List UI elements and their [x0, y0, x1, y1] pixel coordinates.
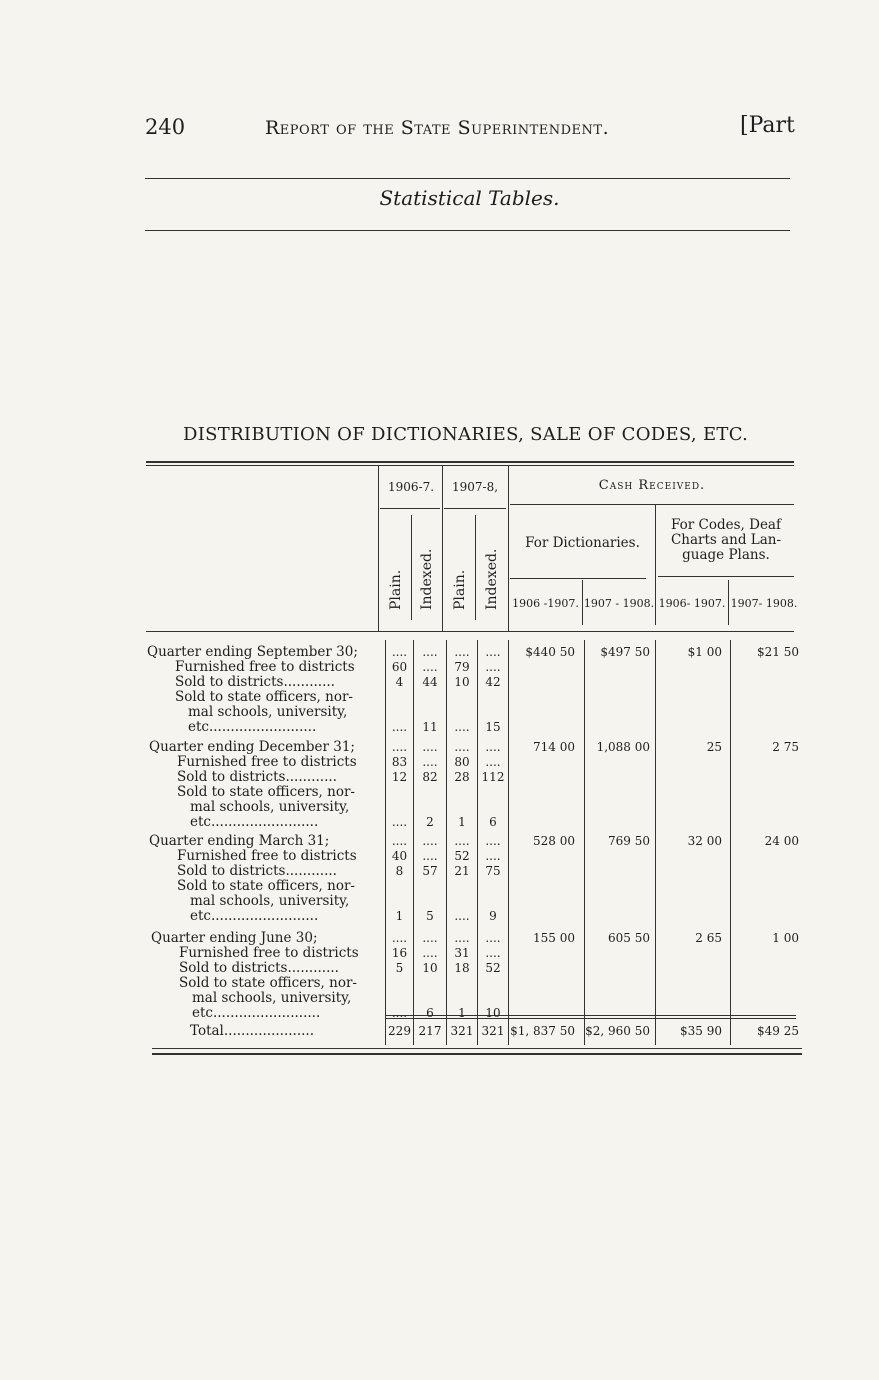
codes-underline	[658, 576, 794, 577]
row-label: Sold to districts............	[179, 960, 339, 976]
cell-value: 18	[454, 961, 470, 975]
row-label: Sold to state officers, nor-	[177, 784, 355, 800]
cell-value: ....	[422, 755, 438, 769]
cell-value: ....	[391, 645, 408, 659]
row-label: Sold to districts............	[175, 674, 335, 690]
cash-value: 2 65	[695, 931, 722, 945]
cell-value: ....	[422, 849, 438, 863]
cell-value: 52	[485, 961, 501, 975]
cell-value: 9	[489, 909, 497, 923]
row-label: mal schools, university,	[188, 704, 348, 720]
cell-value: 21	[454, 864, 470, 878]
row-label: Sold to districts............	[177, 863, 337, 879]
cash-value: 24 00	[764, 834, 799, 848]
running-title: Report of the State Superintendent.	[265, 117, 610, 139]
table-bottom-rule-thin	[152, 1048, 802, 1049]
row-label: etc.........................	[190, 908, 319, 924]
table-title: DISTRIBUTION OF DICTIONARIES, SALE OF CODES, ETC.	[183, 424, 749, 445]
col-divider-year	[442, 466, 443, 632]
cell-value: 83	[391, 755, 408, 769]
cell-value: 12	[391, 770, 408, 784]
row-label: Sold to state officers, nor-	[179, 975, 357, 991]
cash-received-heading: Cash Received.	[598, 478, 706, 493]
cash-year-dict-1: 1906 -1907.	[512, 597, 579, 610]
cell-value: 6	[426, 1006, 434, 1020]
total-cell: 217	[418, 1024, 442, 1038]
year1-underline	[380, 508, 440, 509]
for-codes-heading	[656, 518, 796, 563]
table-bottom-rule	[152, 1053, 802, 1055]
cell-value: 4	[395, 675, 404, 689]
col-divider-y2	[475, 515, 476, 620]
cash-year-dict-2: 1907 - 1908.	[583, 597, 655, 610]
for-codes-line-3: guage Plans.	[682, 547, 770, 563]
cash-value: 769 50	[608, 834, 650, 848]
cell-value: ....	[485, 849, 501, 863]
cell-value: ....	[422, 834, 438, 848]
for-codes-line-1: For Codes, Deaf	[671, 517, 781, 533]
cell-value: 31	[454, 946, 470, 960]
row-label: mal schools, university,	[190, 799, 350, 815]
total-cell: 321	[481, 1024, 505, 1038]
cell-value: 1	[458, 815, 466, 829]
total-cash: $35 90	[680, 1024, 722, 1038]
table-top-rule-thin	[146, 465, 794, 466]
cell-value: ....	[422, 660, 438, 674]
total-cash: $49 25	[757, 1024, 799, 1038]
quarter-heading: Quarter ending March 31;	[149, 833, 330, 849]
for-codes-line-2: Charts and Lan-	[670, 532, 782, 548]
cell-value: 15	[485, 720, 501, 734]
cash-value: 714 00	[533, 740, 575, 754]
cell-value: 40	[391, 849, 408, 863]
cell-value: ....	[485, 834, 501, 848]
total-cell: 229	[388, 1024, 411, 1038]
row-label: Sold to state officers, nor-	[177, 878, 355, 894]
cash-value: 155 00	[533, 931, 575, 945]
cell-value: 82	[422, 770, 438, 784]
row-label: Furnished free to districts	[179, 945, 359, 961]
cell-value: 42	[485, 675, 501, 689]
total-label: Total.....................	[190, 1023, 314, 1039]
row-label: etc.........................	[188, 719, 317, 735]
cell-value: ....	[454, 931, 470, 945]
cash-value: 25	[706, 740, 722, 754]
row-label: mal schools, university,	[190, 893, 350, 909]
cell-value: 52	[454, 849, 470, 863]
cell-value: 75	[485, 864, 501, 878]
year2-heading: 1907-8,	[451, 480, 499, 494]
dict-underline	[510, 578, 646, 579]
cell-value: 112	[481, 770, 505, 784]
header-rule-top	[145, 178, 790, 179]
cell-value: 10	[485, 1006, 501, 1020]
cell-value: ....	[454, 909, 470, 923]
cell-value: 28	[454, 770, 470, 784]
total-cash: $2, 960 50	[585, 1024, 650, 1038]
cash-value: $21 50	[757, 645, 799, 659]
part-marker: [Part	[740, 113, 795, 138]
cell-value: ....	[422, 645, 438, 659]
quarter-heading: Quarter ending June 30;	[151, 930, 318, 946]
cash-value: 1 00	[772, 931, 799, 945]
cell-value: 11	[422, 720, 438, 734]
row-label: Furnished free to districts	[175, 659, 355, 675]
cell-value: ....	[485, 931, 501, 945]
cash-value: $1 00	[687, 645, 722, 659]
cell-value: 80	[454, 755, 470, 769]
cell-value: 8	[395, 864, 404, 878]
plain-heading-y1: Plain.	[388, 569, 404, 610]
row-label: etc.........................	[190, 814, 319, 830]
total-cell: 321	[450, 1024, 474, 1038]
cell-value: 5	[395, 961, 404, 975]
cash-value: 605 50	[608, 931, 650, 945]
cash-value: $497 50	[600, 645, 650, 659]
cell-value: ....	[485, 740, 501, 754]
section-subtitle: Statistical Tables.	[379, 186, 560, 210]
cash-value: 1,088 00	[596, 740, 650, 754]
cell-value: 6	[489, 815, 497, 829]
cash-underline	[510, 504, 794, 505]
header-bottom-rule	[146, 631, 794, 632]
cash-value: 528 00	[533, 834, 575, 848]
quarter-heading: Quarter ending September 30;	[147, 644, 358, 660]
cell-value: ....	[422, 946, 438, 960]
cash-year-codes-2: 1907- 1908.	[730, 597, 798, 610]
total-cash: $1, 837 50	[510, 1024, 575, 1038]
cash-value: 32 00	[687, 834, 722, 848]
cell-value: ....	[391, 1006, 408, 1020]
cell-value: 10	[454, 675, 470, 689]
cash-value: 2 75	[772, 740, 799, 754]
cell-value: ....	[485, 660, 501, 674]
cell-value: 44	[422, 675, 438, 689]
cell-value: ....	[485, 645, 501, 659]
row-label: Furnished free to districts	[177, 754, 357, 770]
cell-value: ....	[391, 720, 408, 734]
plain-heading-y2: Plain.	[452, 569, 468, 610]
cell-value: 79	[454, 660, 470, 674]
cash-value: $440 50	[525, 645, 575, 659]
cell-value: 1	[395, 909, 404, 923]
cell-value: 57	[422, 864, 438, 878]
year1-heading: 1906-7.	[387, 480, 435, 494]
cell-value: 10	[422, 961, 438, 975]
cell-value: ....	[485, 946, 501, 960]
cell-value: 5	[426, 909, 434, 923]
row-label: etc.........................	[192, 1005, 321, 1021]
year2-underline	[444, 508, 506, 509]
cell-value: ....	[454, 720, 470, 734]
for-dictionaries-heading: For Dictionaries.	[525, 535, 640, 551]
cash-year-codes-1: 1906- 1907.	[658, 597, 726, 610]
indexed-heading-y1: Indexed.	[419, 548, 435, 610]
row-label: Sold to districts............	[177, 769, 337, 785]
cell-value: 16	[391, 946, 408, 960]
cell-value: ....	[422, 740, 438, 754]
cell-value: ....	[454, 645, 470, 659]
row-label: mal schools, university,	[192, 990, 352, 1006]
cell-value: ....	[485, 755, 501, 769]
cell-value: ....	[391, 931, 408, 945]
cell-value: ....	[422, 931, 438, 945]
header-rule-bottom	[145, 230, 790, 231]
cell-value: ....	[391, 740, 408, 754]
quarter-heading: Quarter ending December 31;	[149, 739, 355, 755]
col-divider-label	[378, 466, 379, 632]
cell-value: ....	[454, 740, 470, 754]
row-label: Sold to state officers, nor-	[175, 689, 353, 705]
cell-value: ....	[391, 815, 408, 829]
indexed-heading-y2: Indexed.	[484, 548, 500, 610]
cell-value: 1	[458, 1006, 466, 1020]
col-divider-y1	[411, 515, 412, 620]
row-label: Furnished free to districts	[177, 848, 357, 864]
cell-value: ....	[454, 834, 470, 848]
table-top-rule	[146, 461, 794, 463]
page-number: 240	[145, 115, 186, 139]
cell-value: ....	[391, 834, 408, 848]
cell-value: 2	[426, 815, 434, 829]
cell-value: 60	[391, 660, 408, 674]
